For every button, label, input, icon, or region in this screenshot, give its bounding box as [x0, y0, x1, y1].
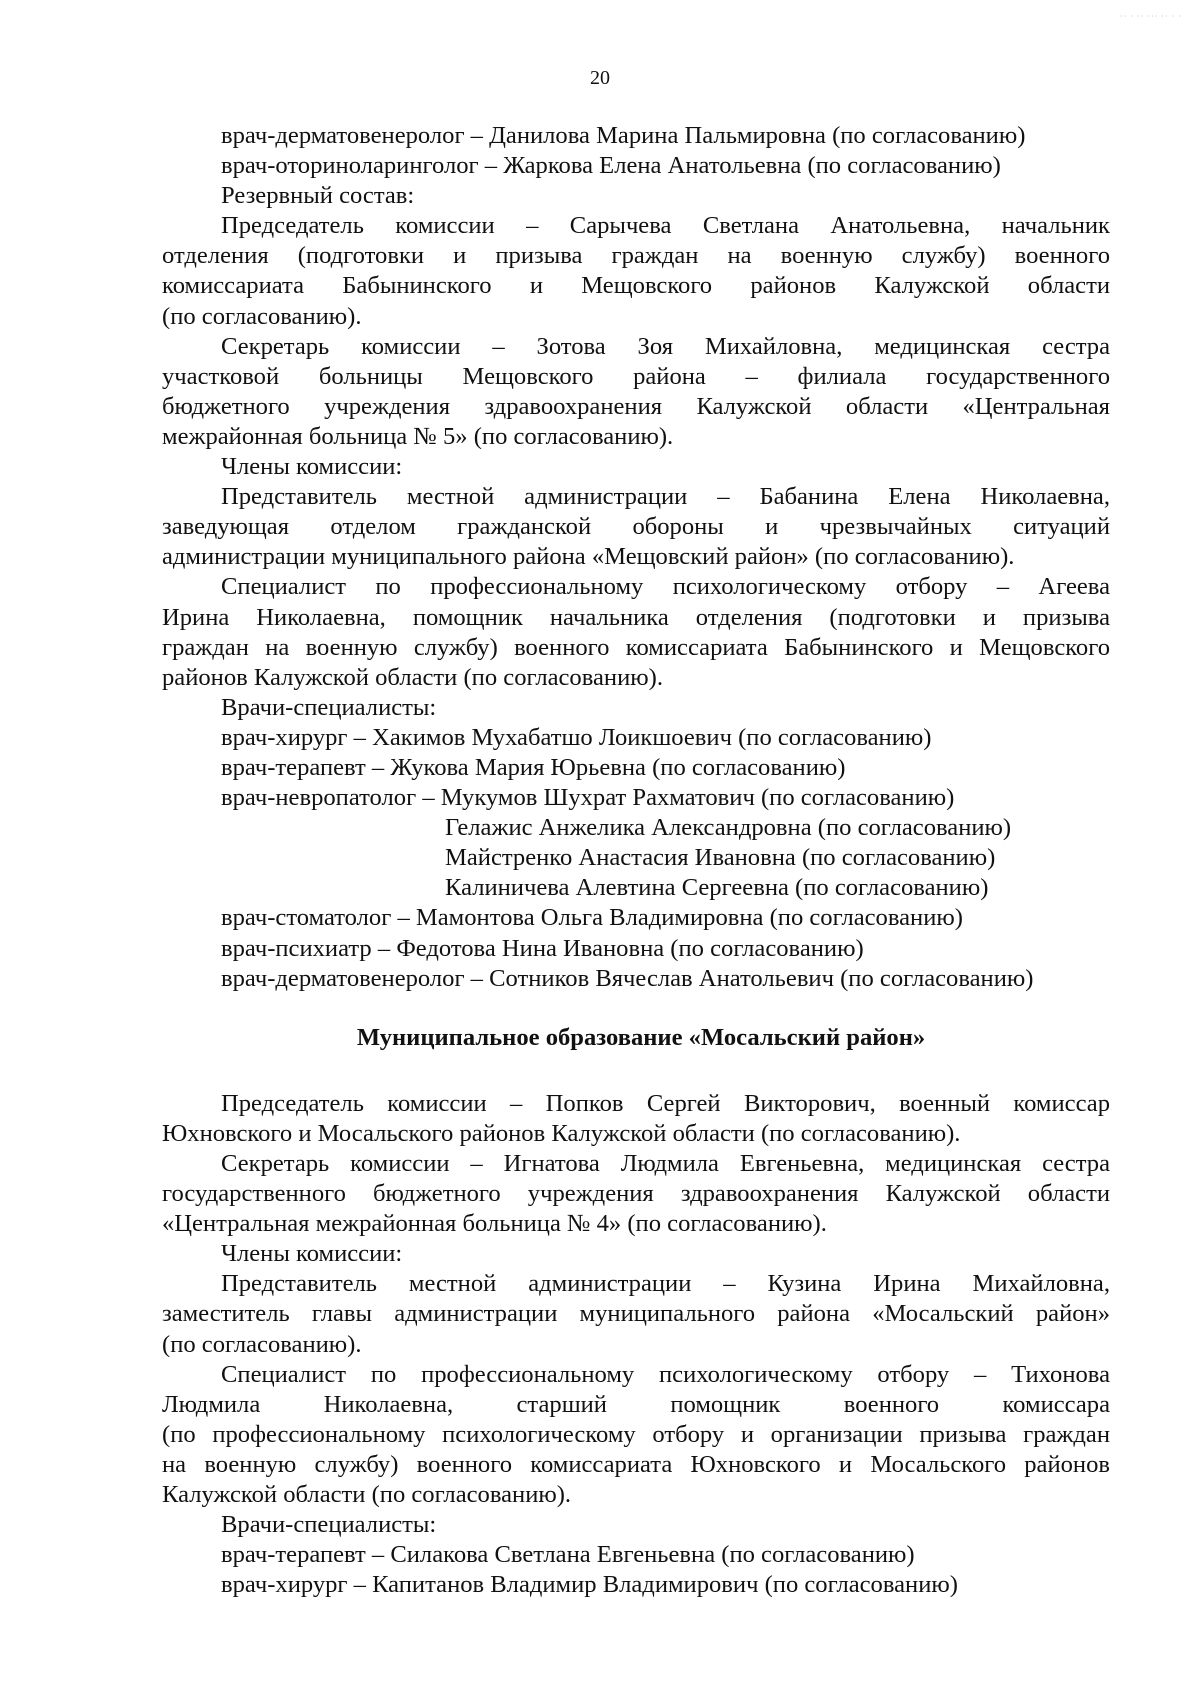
text-line: Представитель местной администрации – Бабанина Елена Николаевна, — [221, 483, 1110, 511]
text-line: врач-стоматолог – Мамонтова Ольга Владимировна (по согласованию) — [221, 904, 963, 932]
text-line: участковой больницы Мещовского района – филиала государственного — [162, 362, 1110, 390]
text-line: Председатель комиссии – Сарычева Светлана Анатольевна, начальник — [221, 212, 1110, 240]
text-line: Ирина Николаевна, помощник начальника отделения (подготовки и призыва — [162, 603, 1110, 631]
text-line: врач-невропатолог – Мукумов Шухрат Рахматович (по согласованию) — [221, 784, 955, 812]
text-line: врач-терапевт – Жукова Мария Юрьевна (по согласованию) — [221, 753, 846, 781]
text-line: Гелажис Анжелика Александровна (по согласованию) — [445, 814, 1012, 842]
text-line: Юхновского и Мосальского районов Калужской области (по согласованию). — [162, 1119, 961, 1147]
text-line: (по профессиональному психологическому отбору и организации призыва граждан — [162, 1420, 1110, 1448]
text-line: врач-дерматовенеролог – Данилова Марина Пальмировна (по согласованию) — [221, 122, 1026, 149]
text-line: Секретарь комиссии – Игнатова Людмила Евгеньевна, медицинская сестра — [221, 1150, 1110, 1177]
scan-artifact-marks: ·· · ·· ··· ·· · · — [1120, 12, 1182, 21]
text-line: государственного бюджетного учреждения здравоохранения Калужской области — [162, 1180, 1110, 1208]
text-line: Калиничева Алевтина Сергеевна (по согласованию) — [445, 874, 989, 902]
text-line: Члены комиссии: — [221, 1240, 403, 1268]
text-line: комиссариата Бабынинского и Мещовского районов Калужской области — [162, 272, 1110, 300]
text-line: Людмила Николаевна, старший помощник военного комиссара — [162, 1390, 1110, 1418]
text-line: «Центральная межрайонная больница № 4» (по согласованию). — [162, 1210, 827, 1238]
text-line: районов Калужской области (по согласованию). — [162, 663, 663, 691]
text-line: Майстренко Анастасия Ивановна (по согласованию) — [445, 844, 996, 872]
text-line: Врачи-специалисты: — [221, 693, 437, 721]
text-line: межрайонная больница № 5» (по согласованию). — [162, 422, 674, 450]
text-line: Председатель комиссии – Попков Сергей Викторович, военный комиссар — [221, 1089, 1110, 1117]
text-line: врач-оториноларинголог – Жаркова Елена Анатольевна (по согласованию) — [221, 152, 1001, 180]
text-line: заместитель главы администрации муниципального района «Мосальский район» — [162, 1300, 1110, 1328]
text-line: врач-терапевт – Силакова Светлана Евгеньевна (по согласованию) — [221, 1541, 915, 1569]
text-line: администрации муниципального района «Мещовский район» (по согласованию). — [162, 543, 1015, 571]
document-body — [162, 121, 1110, 1600]
text-line: врач-хирург – Хакимов Мухабатшо Лоикшоевич (по согласованию) — [221, 723, 932, 751]
text-line: Специалист по профессиональному психологическому отбору – Тихонова — [221, 1360, 1110, 1388]
text-line: на военную службу) военного комиссариата Юхновского и Мосальского районов — [162, 1450, 1110, 1478]
text-line: Члены комиссии: — [221, 453, 403, 481]
text-line: Секретарь комиссии – Зотова Зоя Михайловна, медицинская сестра — [221, 332, 1110, 360]
spacer — [162, 1053, 1110, 1089]
text-line: врач-психиатр – Федотова Нина Ивановна (по согласованию) — [221, 934, 864, 962]
section-heading: Муниципальное образование «Мосальский район» — [356, 1023, 926, 1051]
text-line: Калужской области (по согласованию). — [162, 1481, 572, 1509]
spacer — [162, 994, 1110, 1023]
text-line: Специалист по профессиональному психологическому отбору – Агеева — [221, 573, 1110, 601]
page-number: 20 — [590, 67, 610, 89]
text-line: врач-хирург – Капитанов Владимир Владимирович (по согласованию) — [221, 1571, 958, 1599]
text-line: заведующая отделом гражданской обороны и чрезвычайных ситуаций — [162, 513, 1110, 541]
text-line: Резервный состав: — [221, 182, 415, 210]
text-line: Врачи-специалисты: — [221, 1511, 437, 1539]
text-line: врач-дерматовенеролог – Сотников Вячеслав Анатольевич (по согласованию) — [221, 964, 1034, 992]
text-line: бюджетного учреждения здравоохранения Калужской области «Центральная — [162, 392, 1110, 420]
text-line: (по согласованию). — [162, 302, 362, 330]
text-line: Представитель местной администрации – Кузина Ирина Михайловна, — [221, 1270, 1110, 1298]
text-line: (по согласованию). — [162, 1330, 362, 1358]
text-line: отделения (подготовки и призыва граждан на военную службу) военного — [162, 242, 1110, 270]
text-line: граждан на военную службу) военного комиссариата Бабынинского и Мещовского — [162, 633, 1110, 661]
